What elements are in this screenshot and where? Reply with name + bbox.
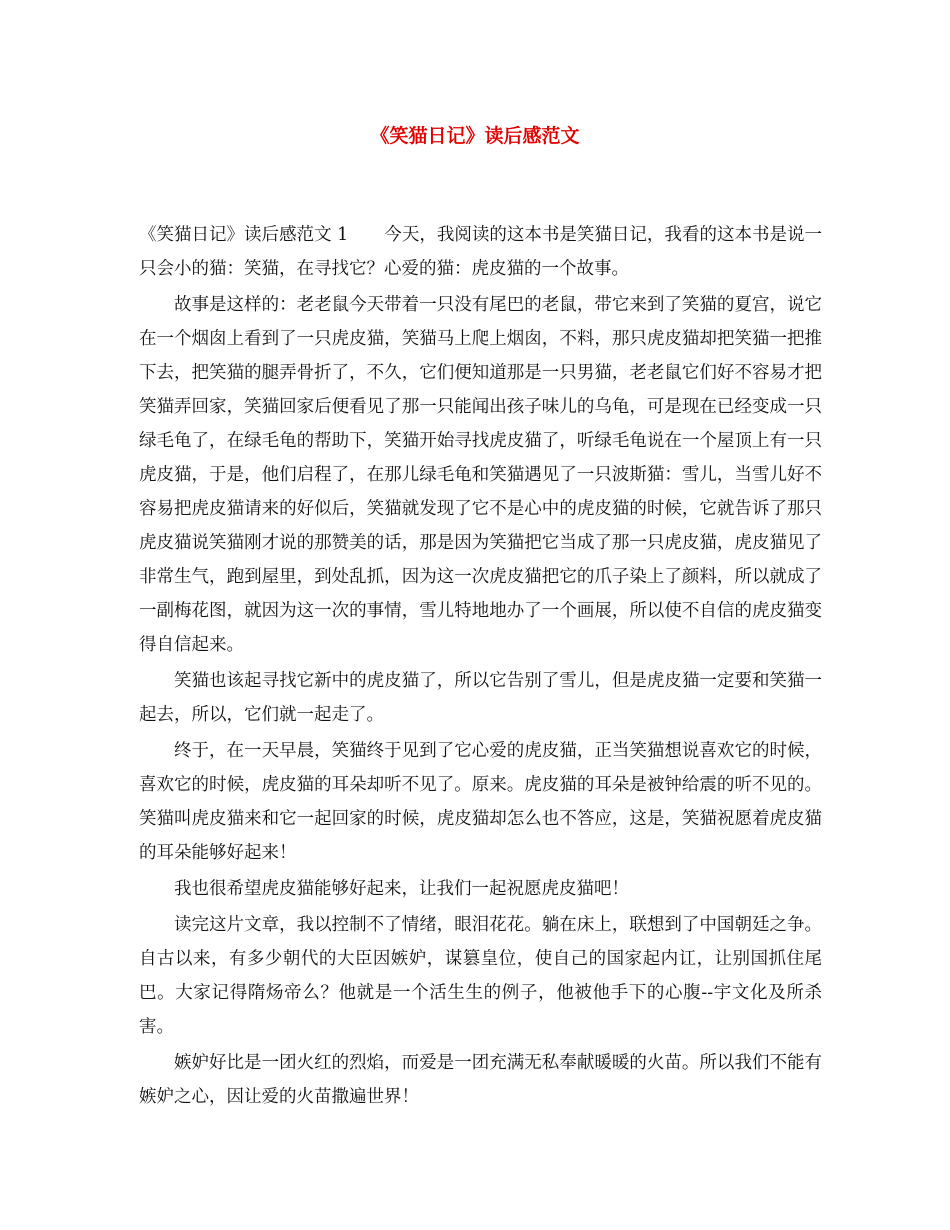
intro-heading: 《笑猫日记》读后感范文 1 bbox=[139, 225, 349, 245]
paragraph-7: 嫉妒好比是一团火红的烈焰，而爱是一团充满无私奉献暖暖的火苗。所以我们不能有嫉妒之心，因让爱的火苗撒遍世界！ bbox=[139, 1053, 822, 1107]
document-title: 《笑猫日记》读后感范文 bbox=[370, 125, 580, 147]
paragraph-5: 我也很希望虎皮猫能够好起来，让我们一起祝愿虎皮猫吧！ bbox=[174, 879, 629, 899]
paragraph-3: 笑猫也该起寻找它新中的虎皮猫了，所以它告别了雪儿，但是虎皮猫一定要和笑猫一起去，所以，它们就一起走了。 bbox=[139, 671, 822, 725]
paragraph-1-text: 今天，我阅读的这本书是笑猫日记，我看的这本书是说一只会小的猫：笑猫，在寻找它？心爱的猫：虎皮猫的一个故事。 bbox=[139, 225, 822, 279]
paragraph-1 bbox=[139, 218, 822, 286]
paragraph-6: 读完这片文章，我以控制不了情绪，眼泪花花。躺在床上，联想到了中国朝廷之争。自古以来，有多少朝代的大臣因嫉妒，谋篡皇位，使自己的国家起内讧，让别国抓住尾巴。大家记得隋炀帝么？他就是一个活生生的例子，他被他手下的心腹--宇文化及所杀害。 bbox=[139, 915, 822, 1037]
paragraph-2: 故事是这样的：老老鼠今天带着一只没有尾巴的老鼠，带它来到了笑猫的夏宫，说它在一个烟囱上看到了一只虎皮猫，笑猫马上爬上烟囱，不料，那只虎皮猫却把笑猫一把推下去，把笑猫的腿弄骨折了，不久，它们便知道那是一只男猫，老老鼠它们好不容易才把笑猫弄回家，笑猫回家后便看见了那一只能闻出孩子味儿的乌龟，可是现在已经变成一只绿毛龟了，在绿毛龟的帮助下，笑猫开始寻找虎皮猫了，听绿毛龟说在一个屋顶上有一只虎皮猫，于是，他们启程了，在那儿绿毛龟和笑猫遇见了一只波斯猫：雪儿，当雪儿好不容易把虎皮猫请来的好似后，笑猫就发现了它不是心中的虎皮猫的时候，它就告诉了那只虎皮猫说笑猫刚才说的那赞美的话，那是因为笑猫把它当成了那一只虎皮猫，虎皮猫见了非常生气，跑到屋里，到处乱抓，因为这一次虎皮猫把它的爪子染上了颜料，所以就成了一副梅花图，就因为这一次的事情，雪儿特地地办了一个画展，所以使不自信的虎皮猫变得自信起来。 bbox=[139, 295, 822, 655]
document-body bbox=[139, 218, 822, 1116]
paragraph-4: 终于，在一天早晨，笑猫终于见到了它心爱的虎皮猫，正当笑猫想说喜欢它的时候，喜欢它的时候，虎皮猫的耳朵却听不见了。原来。虎皮猫的耳朵是被钟给震的听不见的。笑猫叫虎皮猫来和它一起回家的时候，虎皮猫却怎么也不答应，这是，笑猫祝愿着虎皮猫的耳朵能够好起来！ bbox=[139, 741, 822, 863]
